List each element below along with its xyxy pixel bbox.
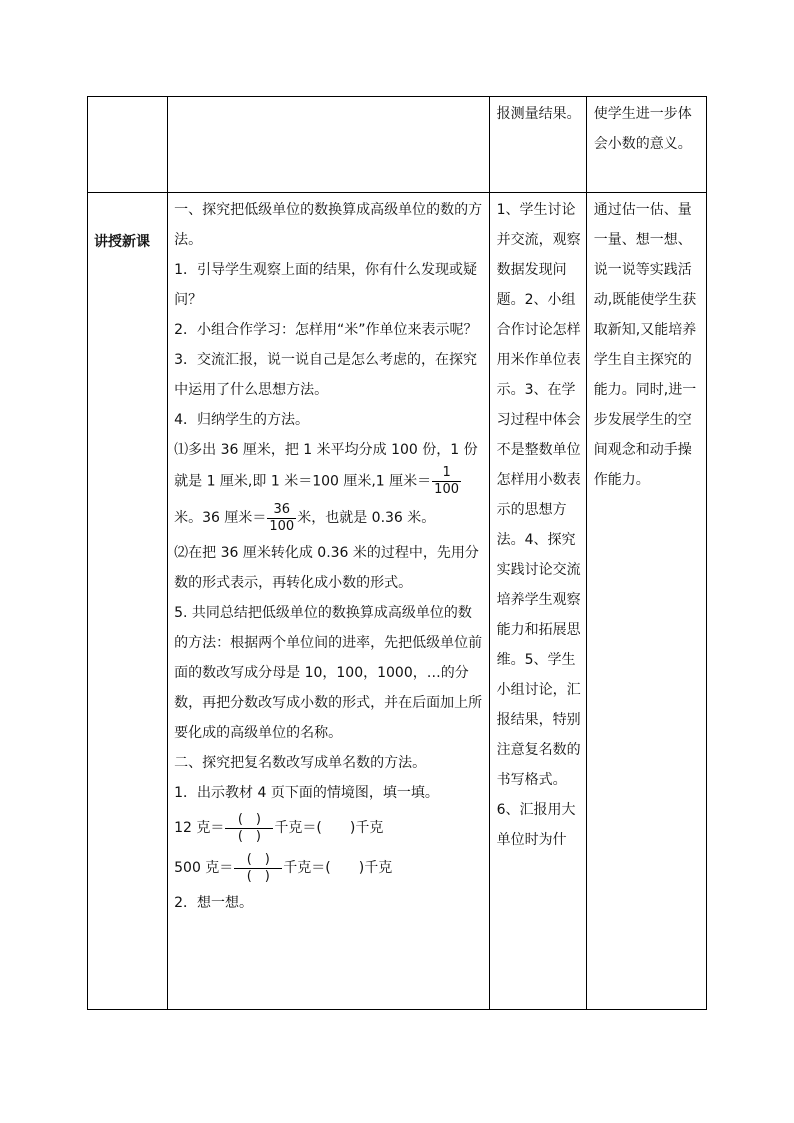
fraction-1-over-100 — [432, 465, 461, 498]
blank-denominator: ( ) — [246, 868, 270, 884]
design-intent-cell — [586, 193, 706, 1010]
step-think: 2．想一想。 — [174, 895, 254, 911]
exercise-line-2 — [174, 848, 483, 888]
exercise-1-left: 12 克＝ — [174, 820, 225, 836]
blank-fraction — [225, 812, 273, 845]
student-activity-text: 1、学生讨论并交流，观察数据发现问题。2、小组合作讨论怎样用米作单位表示。3、在学习过程中体会不是整数单位怎样用小数表示的思想方法。4、探究实践讨论交流培养学生观察能力和拓展思维。5、学生小组讨论，汇报结果，特别注意复名数的书写格式。6、汇报用大单位时为什 — [496, 202, 581, 848]
exercise-intro: 1．出示教材 4 页下面的情境图，填一填。 — [174, 785, 439, 801]
blank-numerator: ( ) — [234, 852, 282, 869]
stage-label: 讲授新课 — [94, 234, 150, 250]
blank-fraction — [234, 852, 282, 885]
method-1-cont-b: 米，也就是 0.36 米。 — [297, 510, 436, 526]
fraction-denominator: 100 — [434, 482, 459, 497]
table-row — [88, 97, 707, 193]
blank-numerator: ( ) — [225, 812, 273, 829]
fraction-36-over-100 — [267, 502, 296, 535]
method-1-cont — [174, 498, 483, 538]
student-activity-cell — [489, 193, 586, 1010]
method-2: ⑵在把 36 厘米转化成 0.36 米的过程中，先用分数的形式表示，再转化成小数的形式。 — [174, 545, 479, 591]
design-intent-text: 使学生进一步体会小数的意义。 — [593, 106, 692, 152]
teacher-activity-cell — [168, 193, 490, 1010]
exercise-1-right: 千克＝( )千克 — [274, 820, 384, 836]
step-3: 3．交流汇报，说一说自己是怎么考虑的，在探究中运用了什么思想方法。 — [174, 352, 478, 398]
student-activity-text: 报测量结果。 — [496, 106, 581, 122]
fraction-numerator: 1 — [432, 465, 461, 482]
blank-denominator: ( ) — [237, 828, 261, 844]
method-1 — [174, 435, 483, 498]
step-4: 4．归纳学生的方法。 — [174, 412, 310, 428]
method-1-text: ⑴多出 36 厘米，把 1 米平均分成 100 份，1 份就是 1 厘米,即 1 米＝100 厘米,1 厘米＝ — [174, 442, 478, 490]
fraction-denominator: 100 — [269, 518, 295, 534]
section-heading-1: 一、探究把低级单位的数换算成高级单位的数的方法。 — [174, 202, 483, 248]
fraction-numerator: 36 — [267, 502, 296, 519]
exercise-2-left: 500 克＝ — [174, 860, 234, 876]
exercise-line-1 — [174, 808, 483, 848]
lesson-plan-table — [87, 96, 707, 1010]
stage-cell — [88, 193, 168, 1010]
step-5: 5. 共同总结把低级单位的数换算成高级单位的数的方法：根据两个单位间的进率，先把低级单位前面的数改写成分母是 10，100，1000，…的分数，再把分数改写成小数的形式，并在后面加上所要化成的高级单位的名称。 — [174, 605, 483, 741]
design-intent-text: 通过估一估、量一量、想一想、说一说等实践活动,既能使学生获取新知,又能培养学生自主探究的能力。同时,进一步发展学生的空间观念和动手操作能力。 — [593, 202, 697, 488]
exercise-2-right: 千克＝( )千克 — [283, 860, 393, 876]
method-1-cont-a: 米。36 厘米＝ — [174, 510, 267, 526]
stage-cell-empty — [88, 97, 168, 193]
step-1: 1．引导学生观察上面的结果，你有什么发现或疑问？ — [174, 262, 478, 308]
teacher-activity-content — [168, 193, 489, 918]
section-heading-2: 二、探究把复名数改写成单名数的方法。 — [174, 755, 427, 771]
table-row — [88, 193, 707, 1010]
design-intent-cell — [586, 97, 706, 193]
teacher-activity-cell-empty — [168, 97, 490, 193]
step-2: 2．小组合作学习：怎样用“米”作单位来表示呢？ — [174, 322, 478, 338]
student-activity-cell — [489, 97, 586, 193]
